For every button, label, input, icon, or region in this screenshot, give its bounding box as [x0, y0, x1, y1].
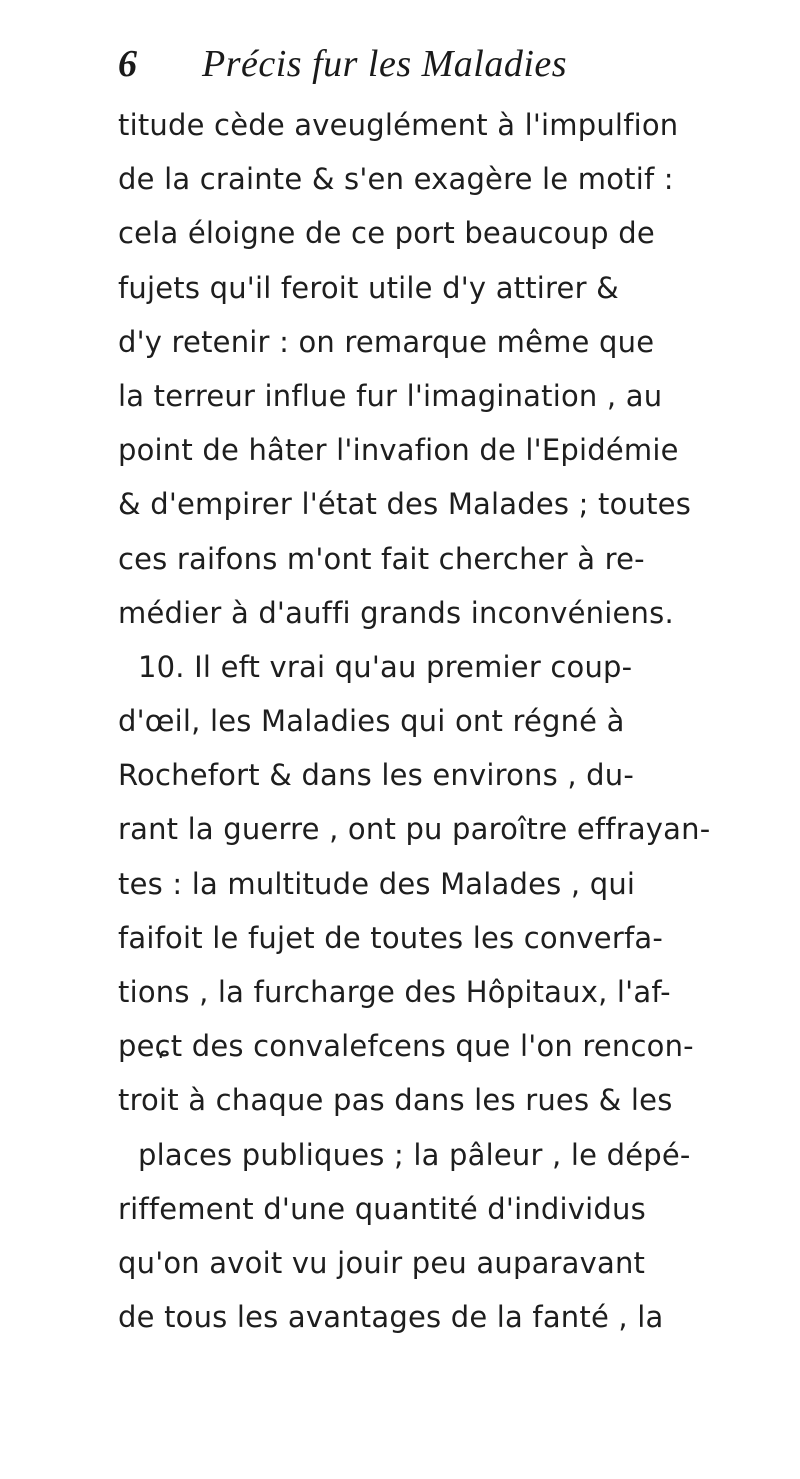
- text-line: troit à chaque pas dans les rues & les: [118, 1083, 673, 1118]
- text-line: Rochefort & dans les environs , du-: [118, 758, 635, 793]
- page-header: [118, 40, 778, 96]
- text-line: faifoit le fujet de toutes les converfa-: [118, 920, 663, 955]
- text-line: la terreur influe fur l'imagination , au: [118, 378, 663, 413]
- text-line: de tous les avantages de la fanté , la: [118, 1300, 664, 1335]
- text-line: titude cède aveuglément à l'impulfion: [118, 108, 679, 142]
- text-line: de la crainte & s'en exagère le motif :: [118, 162, 674, 197]
- text-line: tes : la multitude des Malades , qui: [118, 866, 636, 901]
- page-number: 6: [118, 43, 137, 85]
- running-head: Précis fur les Maladies: [202, 43, 568, 85]
- text-line: ces raifons m'ont fait chercher à re-: [118, 541, 645, 576]
- text-line: médier à d'auffi grands inconvéniens.: [118, 595, 674, 630]
- text-line: cela éloigne de ce port beaucoup de: [118, 216, 655, 251]
- text-line: riffement d'une quantité d'individus: [118, 1191, 646, 1226]
- text-line: d'œil, les Maladies qui ont régné à: [118, 704, 625, 739]
- text-line: fujets qu'il feroit utile d'y attirer &: [118, 270, 619, 305]
- text-line: places publiques ; la pâleur , le dépé-: [138, 1137, 691, 1172]
- text-line: 10. Il eft vrai qu'au premier coup-: [138, 649, 633, 684]
- text-line: point de hâter l'invafion de l'Epidémie: [118, 433, 679, 468]
- text-line: qu'on avoit vu jouir peu auparavant: [118, 1245, 646, 1280]
- body-text: [118, 98, 790, 1344]
- text-line: peɕt des convalefcens que l'on rencon-: [118, 1029, 694, 1064]
- text-line: tions , la furcharge des Hôpitaux, l'af-: [118, 975, 671, 1009]
- text-line: & d'empirer l'état des Malades ; toutes: [118, 487, 692, 522]
- text-line: d'y retenir : on remarque même que: [118, 324, 655, 359]
- text-line: rant la guerre , ont pu paroître effrayan-: [118, 812, 711, 847]
